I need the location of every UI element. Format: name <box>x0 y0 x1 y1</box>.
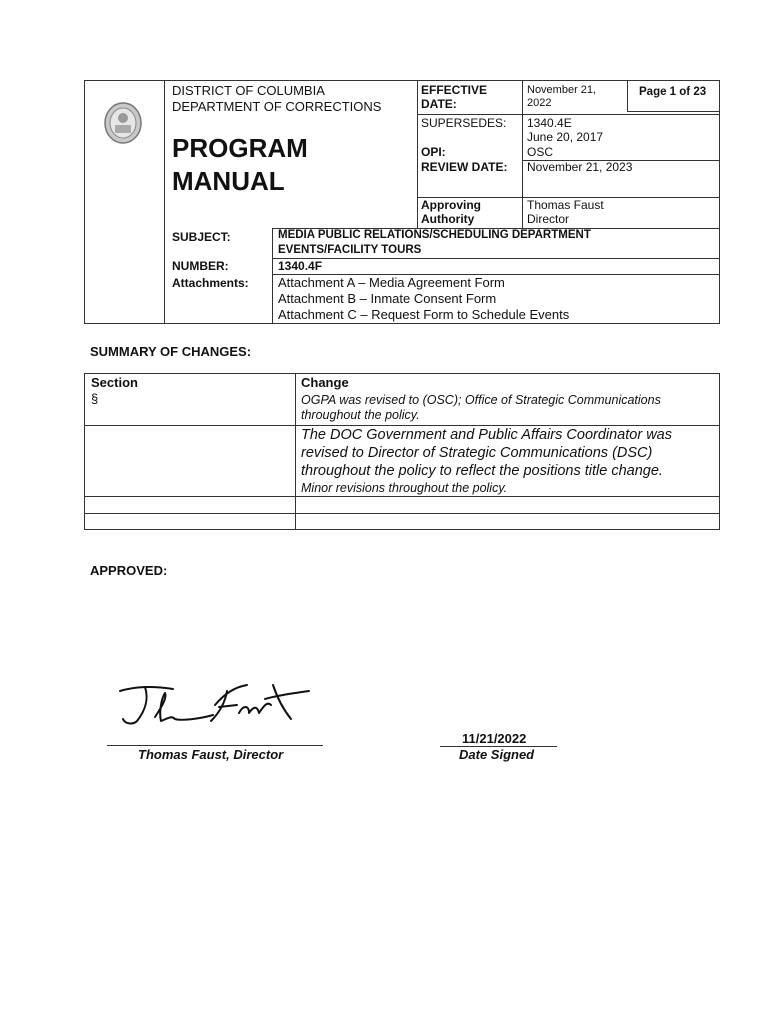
divider <box>522 81 523 228</box>
attachment-item: Attachment B – Inmate Consent Form <box>278 291 497 306</box>
divider <box>272 258 720 259</box>
department-name: DEPARTMENT OF CORRECTIONS <box>172 99 382 114</box>
change-text: revised to Director of Strategic Communications (DSC) <box>301 445 653 461</box>
date-signed-value: 11/21/2022 <box>462 731 527 746</box>
attachment-item: Attachment A – Media Agreement Form <box>278 275 505 290</box>
change-text: Minor revisions throughout the policy. <box>301 481 508 495</box>
subject-label: SUBJECT: <box>172 230 231 244</box>
column-header-section: Section <box>91 375 138 390</box>
divider <box>164 81 165 324</box>
subject-value: EVENTS/FACILITY TOURS <box>278 244 422 256</box>
approving-authority-label: Approving <box>421 198 481 212</box>
divider <box>85 425 719 426</box>
effective-date-label: DATE: <box>421 97 457 111</box>
number-label: NUMBER: <box>172 259 229 273</box>
divider <box>417 81 418 228</box>
page-number: Page 1 of 23 <box>639 86 707 98</box>
opi-label: OPI: <box>421 145 446 159</box>
doc-title: MANUAL <box>172 166 285 196</box>
change-text: throughout the policy to reflect the positions title change. <box>301 463 663 479</box>
signer-name: Thomas Faust, Director <box>138 747 284 762</box>
effective-date-value: November 21, <box>527 84 597 96</box>
date-signed-label: Date Signed <box>459 747 535 762</box>
approving-authority-label: Authority <box>421 212 475 226</box>
divider <box>272 228 273 324</box>
summary-heading: SUMMARY OF CHANGES: <box>90 344 252 359</box>
page-box <box>627 81 720 112</box>
change-text: OGPA was revised to (OSC); Office of Strategic Communications <box>301 393 661 407</box>
approved-heading: APPROVED: <box>90 563 168 578</box>
divider <box>417 114 720 115</box>
change-text: The DOC Government and Public Affairs Coordinator was <box>301 427 672 443</box>
approving-authority-name: Thomas Faust <box>527 198 604 212</box>
agency-name: DISTRICT OF COLUMBIA <box>172 83 325 98</box>
column-header-change: Change <box>301 375 349 390</box>
signature-image <box>115 675 315 730</box>
effective-date-label: EFFECTIVE <box>421 83 488 97</box>
review-date-value: November 21, 2023 <box>527 160 633 174</box>
subject-value: MEDIA PUBLIC RELATIONS/SCHEDULING DEPARTMENT <box>278 229 591 241</box>
attachments-label: Attachments: <box>172 276 249 290</box>
change-text: throughout the policy. <box>301 408 420 422</box>
changes-table <box>84 373 720 530</box>
divider <box>85 496 719 497</box>
supersedes-value: 1340.4E <box>527 116 572 130</box>
supersedes-date: June 20, 2017 <box>527 130 604 144</box>
effective-date-value: 2022 <box>527 97 552 109</box>
signature-line <box>107 745 323 746</box>
section-symbol: § <box>91 391 99 406</box>
number-value: 1340.4F <box>278 259 323 273</box>
header-table <box>84 80 720 324</box>
attachment-item: Attachment C – Request Form to Schedule Events <box>278 307 570 322</box>
supersedes-label: SUPERSEDES: <box>421 116 507 130</box>
divider <box>85 513 719 514</box>
opi-value: OSC <box>527 145 554 159</box>
divider <box>295 374 296 529</box>
approving-authority-title: Director <box>527 212 570 226</box>
dc-doc-seal-icon <box>103 101 143 145</box>
doc-title: PROGRAM <box>172 133 308 163</box>
review-date-label: REVIEW DATE: <box>421 160 508 174</box>
